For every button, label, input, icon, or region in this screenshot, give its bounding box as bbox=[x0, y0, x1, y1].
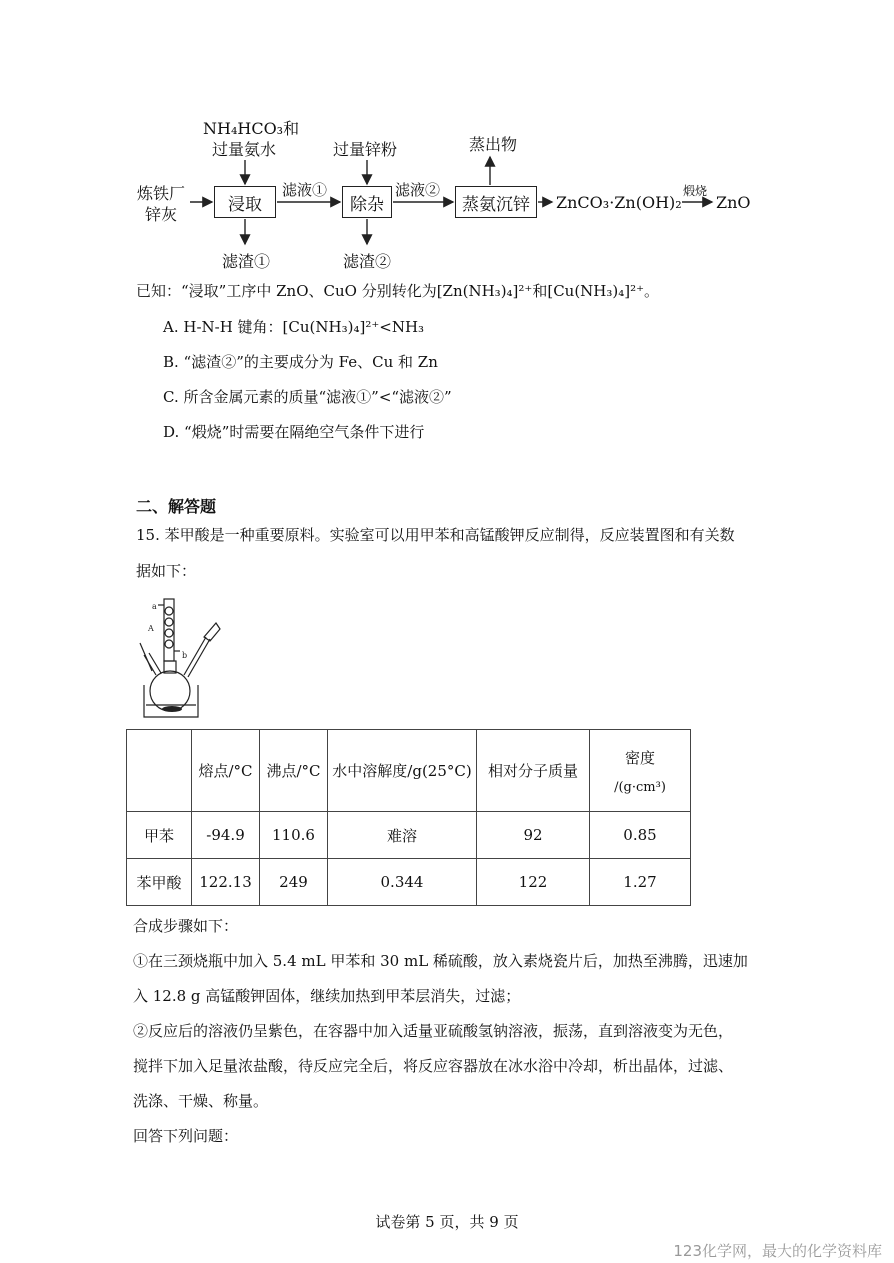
filtrate2-label: 滤液② bbox=[395, 181, 441, 199]
table-header-empty bbox=[127, 730, 192, 812]
step2-line1: ②反应后的溶液仍呈紫色，在容器中加入适量亚硫酸氢钠溶液，振荡，直到溶液变为无色， bbox=[133, 1022, 734, 1040]
residue2-label: 滤渣② bbox=[343, 252, 392, 271]
table-cell: 难溶 bbox=[328, 812, 477, 859]
density-label: 密度 bbox=[624, 748, 655, 767]
density-unit: /(g·cm³) bbox=[614, 779, 666, 795]
distillate-label: 蒸出物 bbox=[469, 135, 518, 154]
option-c[interactable]: C. 所含金属元素的质量“滤液①”<“滤液②” bbox=[163, 388, 452, 406]
step2-line3: 洗涤、干燥、称量。 bbox=[133, 1092, 269, 1110]
table-cell: 1.27 bbox=[590, 859, 691, 906]
precipitate-box: 蒸氨沉锌 bbox=[455, 186, 537, 218]
reagent1-line1: NH₄HCO₃和 bbox=[203, 119, 300, 138]
start-label-line2: 锌灰 bbox=[145, 205, 178, 224]
watermark: 123化学网，最大的化学资料库 bbox=[673, 1242, 882, 1260]
table-cell: 苯甲酸 bbox=[127, 859, 192, 906]
table-cell: 249 bbox=[260, 859, 328, 906]
flow-arrows bbox=[0, 0, 894, 280]
table-header-mp: 熔点/°C bbox=[192, 730, 260, 812]
option-b[interactable]: B. “滤渣②”的主要成分为 Fe、Cu 和 Zn bbox=[163, 353, 438, 371]
option-a[interactable]: A. H-N-H 键角：[Cu(NH₃)₄]²⁺<NH₃ bbox=[163, 318, 425, 336]
table-header-bp: 沸点/°C bbox=[260, 730, 328, 812]
filtrate1-label: 滤液① bbox=[282, 181, 328, 199]
known-statement: 已知：“浸取”工序中 ZnO、CuO 分别转化为[Zn(NH₃)₄]²⁺和[Cu(NH₃)₄]²⁺。 bbox=[136, 282, 660, 300]
start-label-line1: 炼铁厂 bbox=[137, 184, 186, 203]
table-cell: 122.13 bbox=[192, 859, 260, 906]
reaction-apparatus-diagram bbox=[130, 593, 230, 723]
table-cell: 92 bbox=[477, 812, 590, 859]
option-d[interactable]: D. “煅烧”时需要在隔绝空气条件下进行 bbox=[163, 423, 425, 441]
table-row bbox=[127, 812, 691, 859]
purify-box: 除杂 bbox=[342, 186, 392, 218]
table-cell: 0.85 bbox=[590, 812, 691, 859]
leach-box: 浸取 bbox=[214, 186, 276, 218]
final-product: ZnO bbox=[716, 193, 751, 212]
label-b: b bbox=[182, 651, 188, 660]
residue1-label: 滤渣① bbox=[222, 252, 271, 271]
steps-intro: 合成步骤如下： bbox=[133, 917, 239, 935]
label-a: a bbox=[152, 602, 157, 611]
section-title: 二、解答题 bbox=[136, 497, 217, 516]
properties-table bbox=[126, 729, 691, 906]
table-header-density bbox=[590, 730, 691, 812]
page-footer: 试卷第 5 页，共 9 页 bbox=[375, 1213, 519, 1231]
table-cell: 122 bbox=[477, 859, 590, 906]
label-A: A bbox=[148, 624, 154, 633]
question-line1: 15. 苯甲酸是一种重要原料。实验室可以用甲苯和高锰酸钾反应制得，反应装置图和有关数 bbox=[136, 526, 735, 544]
table-row bbox=[127, 859, 691, 906]
table-cell: 0.344 bbox=[328, 859, 477, 906]
table-header-mw: 相对分子质量 bbox=[477, 730, 590, 812]
answer-prompt: 回答下列问题： bbox=[133, 1127, 239, 1145]
question-line2: 据如下： bbox=[136, 562, 197, 580]
step1-line1: ①在三颈烧瓶中加入 5.4 mL 甲苯和 30 mL 稀硫酸，放入素烧瓷片后，加热至沸腾，迅速加 bbox=[133, 952, 748, 970]
calcine-label: 煅烧 bbox=[683, 184, 708, 198]
reagent2-label: 过量锌粉 bbox=[333, 140, 398, 159]
table-cell: 甲苯 bbox=[127, 812, 192, 859]
step2-line2: 搅拌下加入足量浓盐酸，待反应完全后，将反应容器放在冰水浴中冷却，析出晶体，过滤、 bbox=[133, 1057, 734, 1075]
table-header-solubility: 水中溶解度/g(25°C) bbox=[328, 730, 477, 812]
table-cell: 110.6 bbox=[260, 812, 328, 859]
step1-line2: 入 12.8 g 高锰酸钾固体，继续加热到甲苯层消失，过滤； bbox=[133, 987, 521, 1005]
table-cell: -94.9 bbox=[192, 812, 260, 859]
reagent1-line2: 过量氨水 bbox=[212, 140, 277, 159]
intermediate-product: ZnCO₃·Zn(OH)₂ bbox=[556, 193, 682, 212]
